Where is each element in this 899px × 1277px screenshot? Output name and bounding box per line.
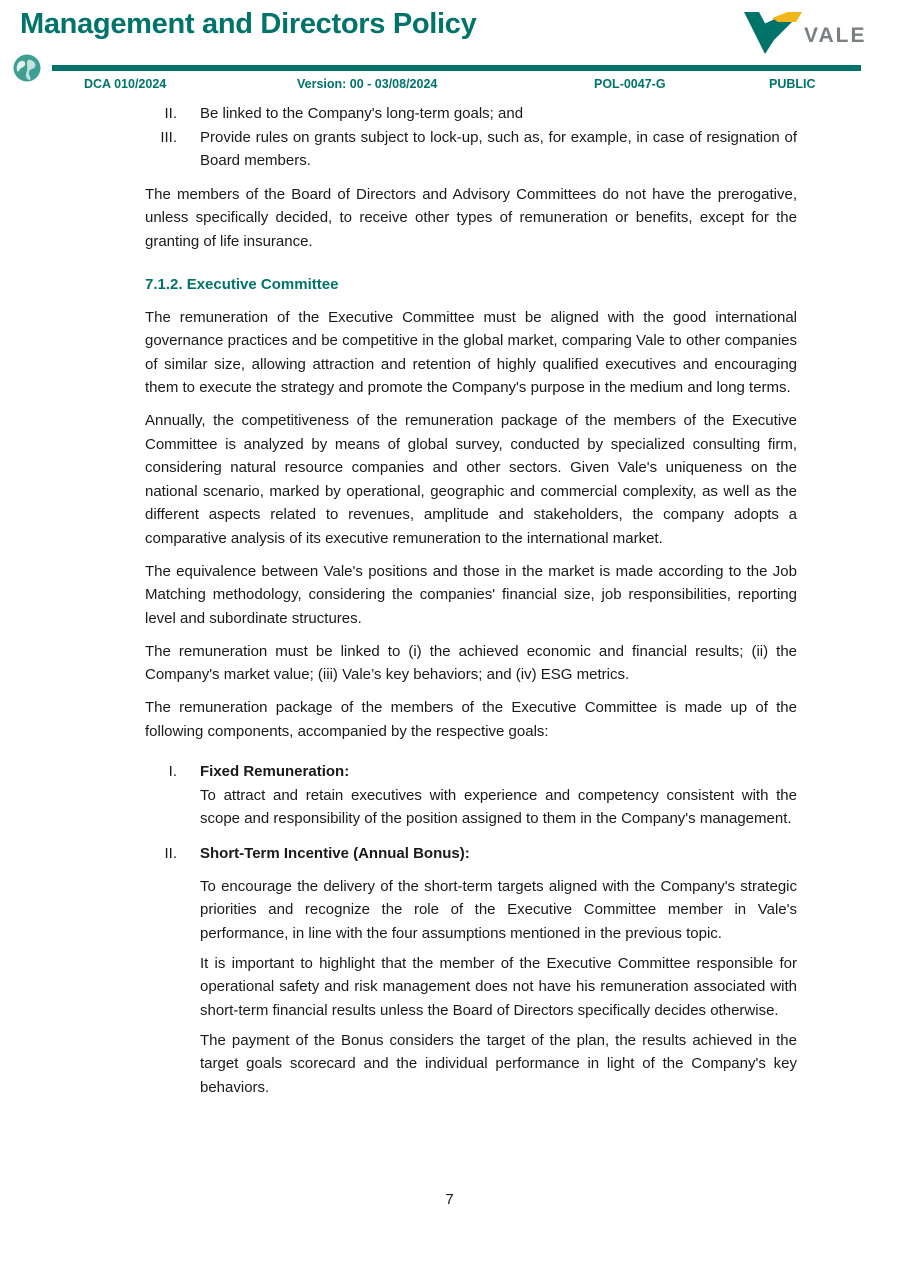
list-item (145, 126, 797, 173)
component-paragraph: It is important to highlight that the member of the Executive Committee responsible for operational safety and risk management does not have his remuneration associated with short-term financial results unless the Board of Directors specifically decides otherwise. (200, 954, 797, 1019)
list-item-number: II. (164, 105, 177, 122)
document-body (145, 102, 797, 1106)
list-item (145, 102, 797, 126)
paragraph: The remuneration must be linked to (i) the achieved economic and financial results; (ii) the Company's market value; (iii) Vale’s key behaviors; and (iv) ESG metrics. (145, 642, 797, 683)
page-number: 7 (445, 1191, 454, 1208)
globe-icon (13, 54, 41, 82)
paragraph: The remuneration package of the members of the Executive Committee is made up of the following components, accompanied by the respective goals: (145, 699, 797, 740)
component-short-term-incentive (145, 842, 797, 1100)
logo-text: VALE (804, 24, 867, 47)
component-number: I. (168, 763, 177, 780)
component-fixed-remuneration (145, 760, 797, 831)
paragraph: The remuneration of the Executive Committee must be aligned with the good international governance practices and be competitive in the global market, comparing Vale to other companies of similar size, allowing attraction and retention of highly qualified executives and encouraging them to execute the strategy and promote the Company's purpose in the medium and long terms. (145, 308, 797, 396)
component-paragraph: To encourage the delivery of the short-term targets aligned with the Company's strategic priorities and recognize the role of the Executive Committee member in Vale's performance, in line with the four assumptions mentioned in the previous topic. (200, 877, 797, 942)
component-title: Short-Term Incentive (Annual Bonus): (200, 844, 470, 862)
vale-logo (744, 10, 867, 56)
meta-classification: PUBLIC (769, 77, 816, 91)
list-item-text: Provide rules on grants subject to lock-up, such as, for example, in case of resignation of Board members. (200, 128, 797, 169)
component-title: Fixed Remuneration: (200, 763, 350, 780)
intro-list (145, 102, 797, 173)
board-paragraph: The members of the Board of Directors and Advisory Committees do not have the prerogative, unless specifically decided, to receive other types of remuneration or benefits, except for the granting of life insurance. (145, 185, 797, 250)
paragraph: The equivalence between Vale's positions and those in the market is made according to the Job Matching methodology, considering the companies' financial size, job responsibilities, reporting level and subordinate structures. (145, 562, 797, 627)
meta-code: POL-0047-G (594, 77, 666, 91)
list-item-number: III. (160, 128, 177, 146)
meta-resolution: DCA 010/2024 (84, 77, 167, 91)
header-rule (52, 65, 861, 71)
section-heading: 7.1.2. Executive Committee (145, 276, 339, 293)
component-paragraph: To attract and retain executives with experience and competency consistent with the scope and responsibility of the position assigned to them in the Company's management. (200, 786, 797, 827)
document-title: Management and Directors Policy (20, 8, 477, 40)
component-number: II. (164, 844, 177, 862)
meta-version: Version: 00 - 03/08/2024 (297, 77, 438, 91)
component-paragraph: The payment of the Bonus considers the target of the plan, the results achieved in the target goals scorecard and the individual performance in light of the Company's key behaviors. (200, 1031, 797, 1096)
paragraph: Annually, the competitiveness of the remuneration package of the members of the Executive Committee is analyzed by means of global survey, conducted by specialized consulting firm, considering natural resource companies and other sectors. Given Vale's uniqueness on the national scenario, marked by operational, geographic and commercial complexity, as well as the different aspects related to revenues, amplitude and stakeholders, the company adopts a comparative analysis of its executive remuneration to the international market. (145, 412, 797, 547)
list-item-text: Be linked to the Company's long-term goals; and (200, 105, 524, 122)
